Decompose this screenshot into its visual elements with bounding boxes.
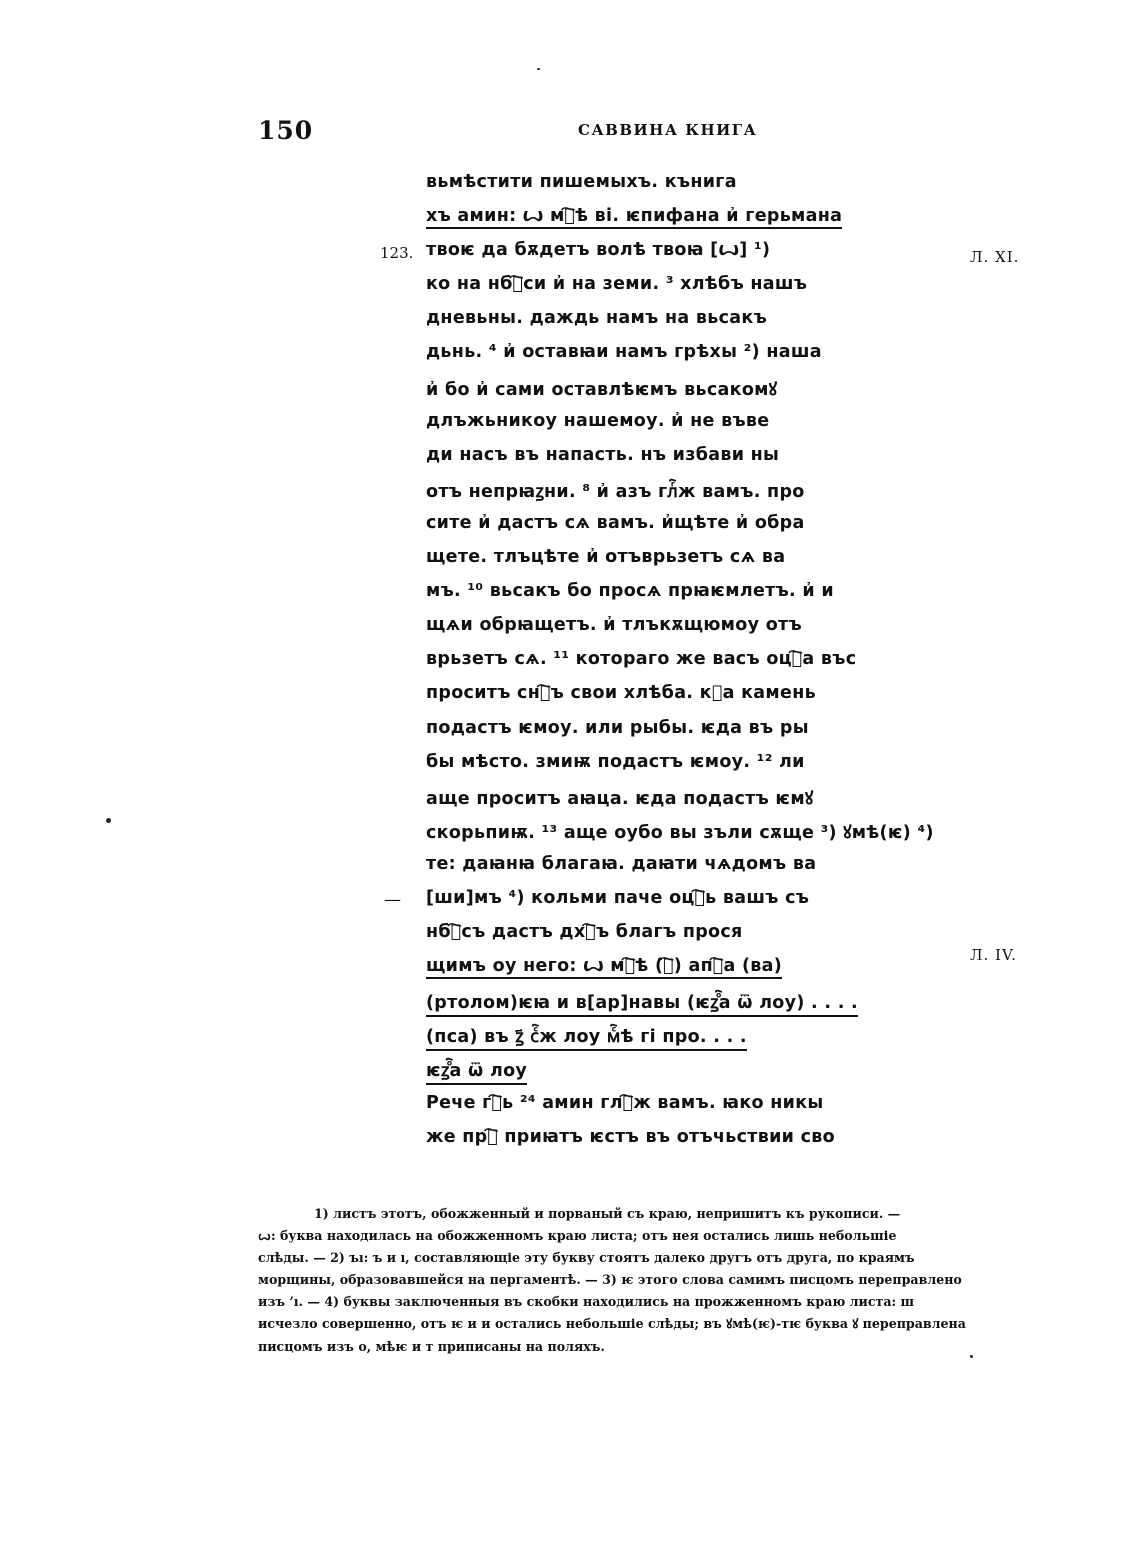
manuscript-text: врьзетъ сѧ. ¹¹ котораго же васъ оцⷭ҇а въс xyxy=(426,649,857,670)
ink-speck xyxy=(106,818,111,823)
footnote-line: слѣды. — 2) ъı: ъ и ı, составляющіе эту букву стоятъ далеко другъ отъ друга, по краямъ xyxy=(258,1250,915,1266)
manuscript-text: и҆ бо и҆ сами оставлѣѥмъ вьсакомꙋ xyxy=(426,379,778,400)
margin-note-folio-iv: Л. IV. xyxy=(970,946,1017,964)
ink-speck xyxy=(970,1355,973,1358)
text-line xyxy=(380,1089,940,1123)
manuscript-text: щѧи обрꙗщетъ. и҆ тлъкѫщюмоу отъ xyxy=(426,615,802,636)
text-line xyxy=(380,952,940,986)
manuscript-text: скорьпиѭ. ¹³ аще оубо вы зъли сѫще ³) ꙋмѣ(ѥ) ⁴) xyxy=(426,822,934,843)
text-line xyxy=(380,850,940,884)
text-line xyxy=(380,645,940,679)
text-line xyxy=(380,304,940,338)
manuscript-text: ко на нбⷭ҇си и҆ на земи. ³ хлѣбъ нашъ xyxy=(426,274,808,295)
underlined-rubric-text: (ртолом)ѥꙗ и в[ар]навы (ѥꙁⷪ҇а ѿ лоу) . . . . xyxy=(426,990,858,1017)
text-line xyxy=(380,509,940,543)
text-line xyxy=(380,373,940,407)
footnote-line: 1) листъ этотъ, обожженный и порваный съ краю, непришитъ къ рукописи. — xyxy=(314,1206,901,1221)
manuscript-text: мъ. ¹⁰ вьсакъ бо просѧ прꙗѥмлетъ. и҆ и xyxy=(426,581,834,602)
running-title: САВВИНА КНИГА xyxy=(578,121,758,139)
footnote-line: морщины, образовавшейся на пергаментѣ. — 3) ѥ этого слова самимъ писцомъ переправлено xyxy=(258,1272,962,1288)
text-line xyxy=(380,714,940,748)
manuscript-text: дьнь. ⁴ и҆ оставꙗи намъ грѣхы ²) наша xyxy=(426,342,822,363)
manuscript-text: те: даꙗнꙗ благаꙗ. даꙗти чѧдомъ ва xyxy=(426,853,817,874)
main-text-block xyxy=(380,168,940,1157)
text-line xyxy=(380,475,940,509)
text-line xyxy=(380,884,940,918)
underlined-rubric-text: хъ амин: ꙍ мⷭ҇ѣ ві. ѥпифана и҆ герьмана xyxy=(426,206,842,229)
page-number: 150 xyxy=(258,116,314,145)
manuscript-text: Рече гⷭ҇ь ²⁴ амин глⷢ҇ж вамъ. ꙗко никы xyxy=(426,1092,824,1113)
margin-dash: — xyxy=(384,889,401,910)
text-line xyxy=(380,168,940,202)
manuscript-text: нбⷭ҇съ дастъ дхⷭ҇ъ благъ прося xyxy=(426,922,743,943)
text-line xyxy=(380,816,940,850)
footnote-line: ꙍ: буква находилась на обожженномъ краю листа; отъ нея остались лишь небольшіе xyxy=(258,1228,897,1244)
text-line xyxy=(380,543,940,577)
manuscript-text: аще проситъ аꙗца. ѥда подастъ ѥмꙋ xyxy=(426,788,814,809)
text-line xyxy=(380,407,940,441)
text-line xyxy=(380,1020,940,1054)
manuscript-text: проситъ снⷭ҇ъ свои хлѣба. кꙁа камень xyxy=(426,683,816,704)
underlined-rubric-text: ѥꙁⷪ҇а ѿ лоу xyxy=(426,1058,527,1085)
manuscript-text: дневьны. даждь намъ на вьсакъ xyxy=(426,308,768,329)
text-line xyxy=(380,1054,940,1088)
footnote-line: изъ ’ı. — 4) буквы заключенныя въ скобки находились на прожженномъ краю листа: ш xyxy=(258,1294,915,1310)
text-line xyxy=(380,611,940,645)
text-line xyxy=(380,338,940,372)
text-line xyxy=(380,918,940,952)
manuscript-text: подастъ ѥмоу. или рыбы. ѥда въ ры xyxy=(426,717,809,738)
text-line xyxy=(380,270,940,304)
text-line xyxy=(380,679,940,713)
text-line xyxy=(380,986,940,1020)
manuscript-text: твоѥ да бѫдетъ волѣ твоꙗ [ꙍ] ¹) xyxy=(426,240,771,261)
manuscript-text: длъжьникоу нашемоу. и҆ не въве xyxy=(426,410,770,431)
margin-note-folio-xi: Л. XI. xyxy=(970,248,1020,266)
text-line xyxy=(380,1123,940,1157)
underlined-rubric-text: щимъ оу него: ꙍ мⷭ҇ѣ (ⷧ҇) апⷧ҇а (ва) xyxy=(426,956,782,979)
text-line xyxy=(380,441,940,475)
manuscript-text: [ши]мъ ⁴) кольми паче оцⷭ҇ь вашъ съ xyxy=(426,887,810,908)
manuscript-text: бы мѣсто. змиѭ подастъ ѥмоу. ¹² ли xyxy=(426,751,805,772)
text-line xyxy=(380,236,940,270)
manuscript-text: вьмѣстити пишемыхъ. кънига xyxy=(426,172,737,192)
footnotes xyxy=(258,1203,1058,1358)
text-line xyxy=(380,748,940,782)
manuscript-text: же прⷪ҇ приꙗтъ ѥстъ въ отъчьствии сво xyxy=(426,1126,835,1147)
manuscript-text: сите и҆ дастъ сѧ вамъ. и҆щѣте и҆ обра xyxy=(426,512,805,533)
ink-speck xyxy=(537,68,540,70)
footnote-line: исчезло совершенно, отъ ѥ и и остались небольшіе слѣды; въ ꙋмѣ(ѥ)-тѥ буква ꙋ переправлена xyxy=(258,1316,966,1332)
text-line xyxy=(380,577,940,611)
underlined-rubric-text: (пса) въ ꙁ҃ сⷭ҇ж лоу мⷭ҇ѣ гі про. . . . xyxy=(426,1024,747,1051)
manuscript-text: ди насъ въ напасть. нъ избави ны xyxy=(426,444,780,465)
text-line xyxy=(380,782,940,816)
verse-number: 123. xyxy=(380,244,414,263)
footnote-line: писцомъ изъ о, мѣѥ и т приписаны на поляхъ. xyxy=(258,1338,605,1354)
manuscript-text: отъ непрꙗꙁни. ⁸ и҆ азъ глⷢ҇ж вамъ. про xyxy=(426,481,805,502)
manuscript-text: щете. тлъцѣте и҆ отъврьзетъ сѧ ва xyxy=(426,547,786,568)
text-line xyxy=(380,202,940,236)
